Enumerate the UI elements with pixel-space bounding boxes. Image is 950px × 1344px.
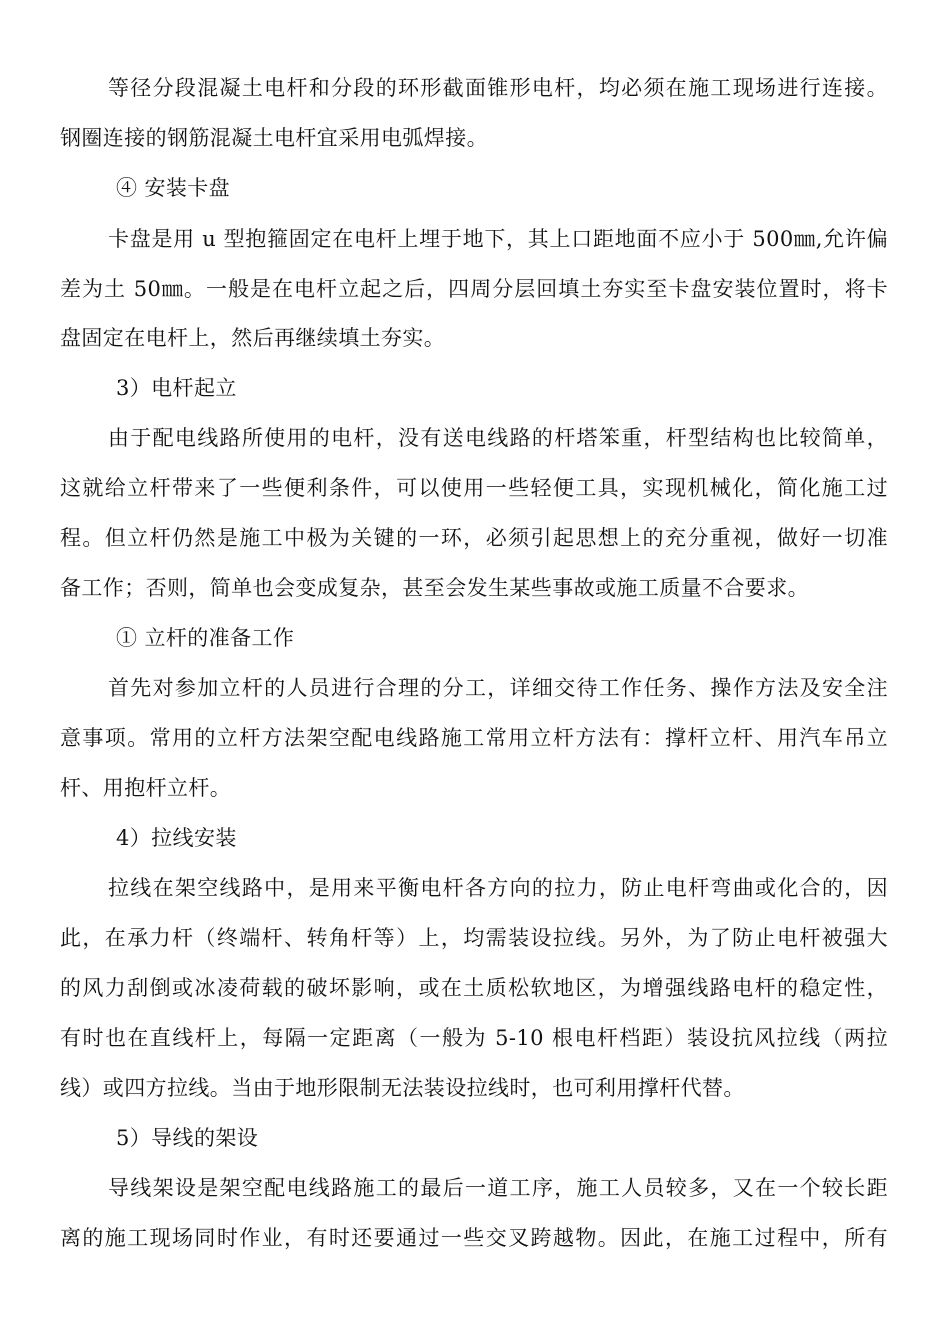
section-heading: 5）导线的架设 bbox=[116, 1126, 259, 1150]
text-line: 拉线在架空线路中，是用来平衡电杆各方向的拉力，防止电杆弯曲或化合的，因 bbox=[108, 876, 888, 900]
section-heading: 4）拉线安装 bbox=[116, 826, 237, 850]
section-heading: ① 立杆的准备工作 bbox=[116, 626, 295, 650]
text-line: 备工作；否则，简单也会变成复杂，甚至会发生某些事故或施工质量不合要求。 bbox=[60, 576, 809, 600]
text-line: 等径分段混凝土电杆和分段的环形截面锥形电杆，均必须在施工现场进行连接。 bbox=[108, 76, 888, 100]
text-line: 由于配电线路所使用的电杆，没有送电线路的杆塔笨重，杆型结构也比较简单， bbox=[108, 426, 888, 450]
section-heading: 3）电杆起立 bbox=[116, 376, 237, 400]
text-line: 卡盘是用 u 型抱箍固定在电杆上埋于地下，其上口距地面不应小于 500㎜,允许偏 bbox=[108, 227, 888, 251]
text-line: 程。但立杆仍然是施工中极为关键的一环，必须引起思想上的充分重视，做好一切准 bbox=[60, 526, 888, 550]
text-line: 盘固定在电杆上，然后再继续填土夯实。 bbox=[60, 326, 446, 350]
text-line: 差为土 50㎜。一般是在电杆立起之后，四周分层回填土夯实至卡盘安装位置时，将卡 bbox=[60, 277, 888, 301]
text-line: 杆、用抱杆立杆。 bbox=[60, 776, 232, 800]
text-line: 钢圈连接的钢筋混凝土电杆宜采用电弧焊接。 bbox=[60, 126, 488, 150]
text-line: 有时也在直线杆上，每隔一定距离（一般为 5-10 根电杆档距）装设抗风拉线（两拉 bbox=[60, 1026, 888, 1050]
text-line: 的风力刮倒或冰凌荷载的破坏影响，或在土质松软地区，为增强线路电杆的稳定性， bbox=[60, 976, 888, 1000]
text-line: 导线架设是架空配电线路施工的最后一道工序，施工人员较多，又在一个较长距 bbox=[108, 1176, 888, 1200]
text-line: 首先对参加立杆的人员进行合理的分工，详细交待工作任务、操作方法及安全注 bbox=[108, 676, 888, 700]
text-line: 此，在承力杆（终端杆、转角杆等）上，均需装设拉线。另外，为了防止电杆被强大 bbox=[60, 926, 888, 950]
text-line: 离的施工现场同时作业，有时还要通过一些交叉跨越物。因此，在施工过程中，所有 bbox=[60, 1226, 888, 1250]
section-heading: ④ 安装卡盘 bbox=[116, 176, 231, 200]
text-line: 意事项。常用的立杆方法架空配电线路施工常用立杆方法有：撑杆立杆、用汽车吊立 bbox=[60, 726, 888, 750]
text-line: 这就给立杆带来了一些便利条件，可以使用一些轻便工具，实现机械化，简化施工过 bbox=[60, 476, 888, 500]
text-line: 线）或四方拉线。当由于地形限制无法装设拉线时，也可利用撑杆代替。 bbox=[60, 1076, 745, 1100]
